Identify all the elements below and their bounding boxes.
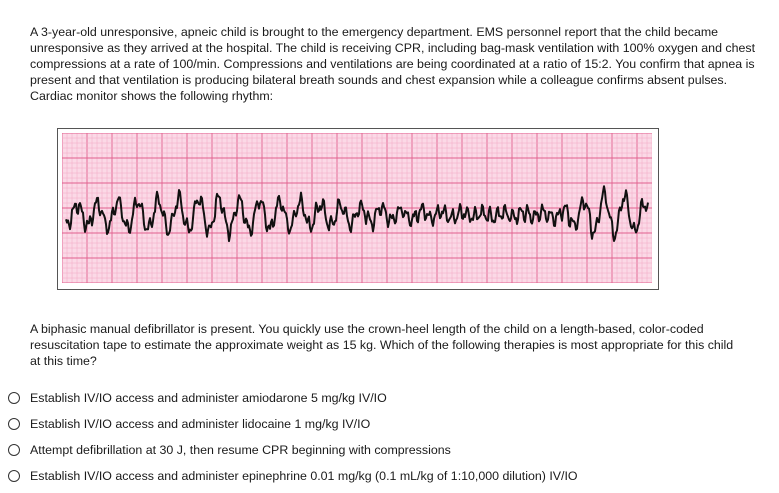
- radio-button-icon[interactable]: [8, 418, 20, 430]
- answer-option-label: Establish IV/IO access and administer epinephrine 0.01 mg/kg (0.1 mL/kg of 1:10,000 dilution) IV/IO: [30, 469, 578, 483]
- question-prompt: A biphasic manual defibrillator is present. You quickly use the crown-heel length of the child on a length-based, color-coded resuscitation tape to estimate the approximate weight as 15 kg. Which of the following therapies is most appropriate for this child at this time?: [30, 322, 734, 368]
- radio-button-icon[interactable]: [8, 392, 20, 404]
- question-stem: A 3-year-old unresponsive, apneic child is brought to the emergency department. EMS personnel report that the child became unresponsive as they arrived at the hospital. The child is receiving CPR, including bag-mask ventilation with 100% oxygen and chest compressions at a rate of 100/min. Compressions and ventilations are being coordinated at a ratio of 15:2. You confirm that apnea is present and that ventilation is producing bilateral breath sounds and chest expansion while a colleague confirms absent pulses. Cardiac monitor shows the following rhythm:: [30, 25, 756, 103]
- ecg-rhythm-strip: [57, 128, 659, 290]
- radio-button-icon[interactable]: [8, 444, 20, 456]
- answer-option-label: Attempt defibrillation at 30 J, then resume CPR beginning with compressions: [30, 443, 451, 457]
- radio-button-icon[interactable]: [8, 470, 20, 482]
- ecg-grid: [62, 133, 652, 283]
- answer-option-label: Establish IV/IO access and administer lidocaine 1 mg/kg IV/IO: [30, 417, 371, 431]
- answer-option-label: Establish IV/IO access and administer amiodarone 5 mg/kg IV/IO: [30, 391, 387, 405]
